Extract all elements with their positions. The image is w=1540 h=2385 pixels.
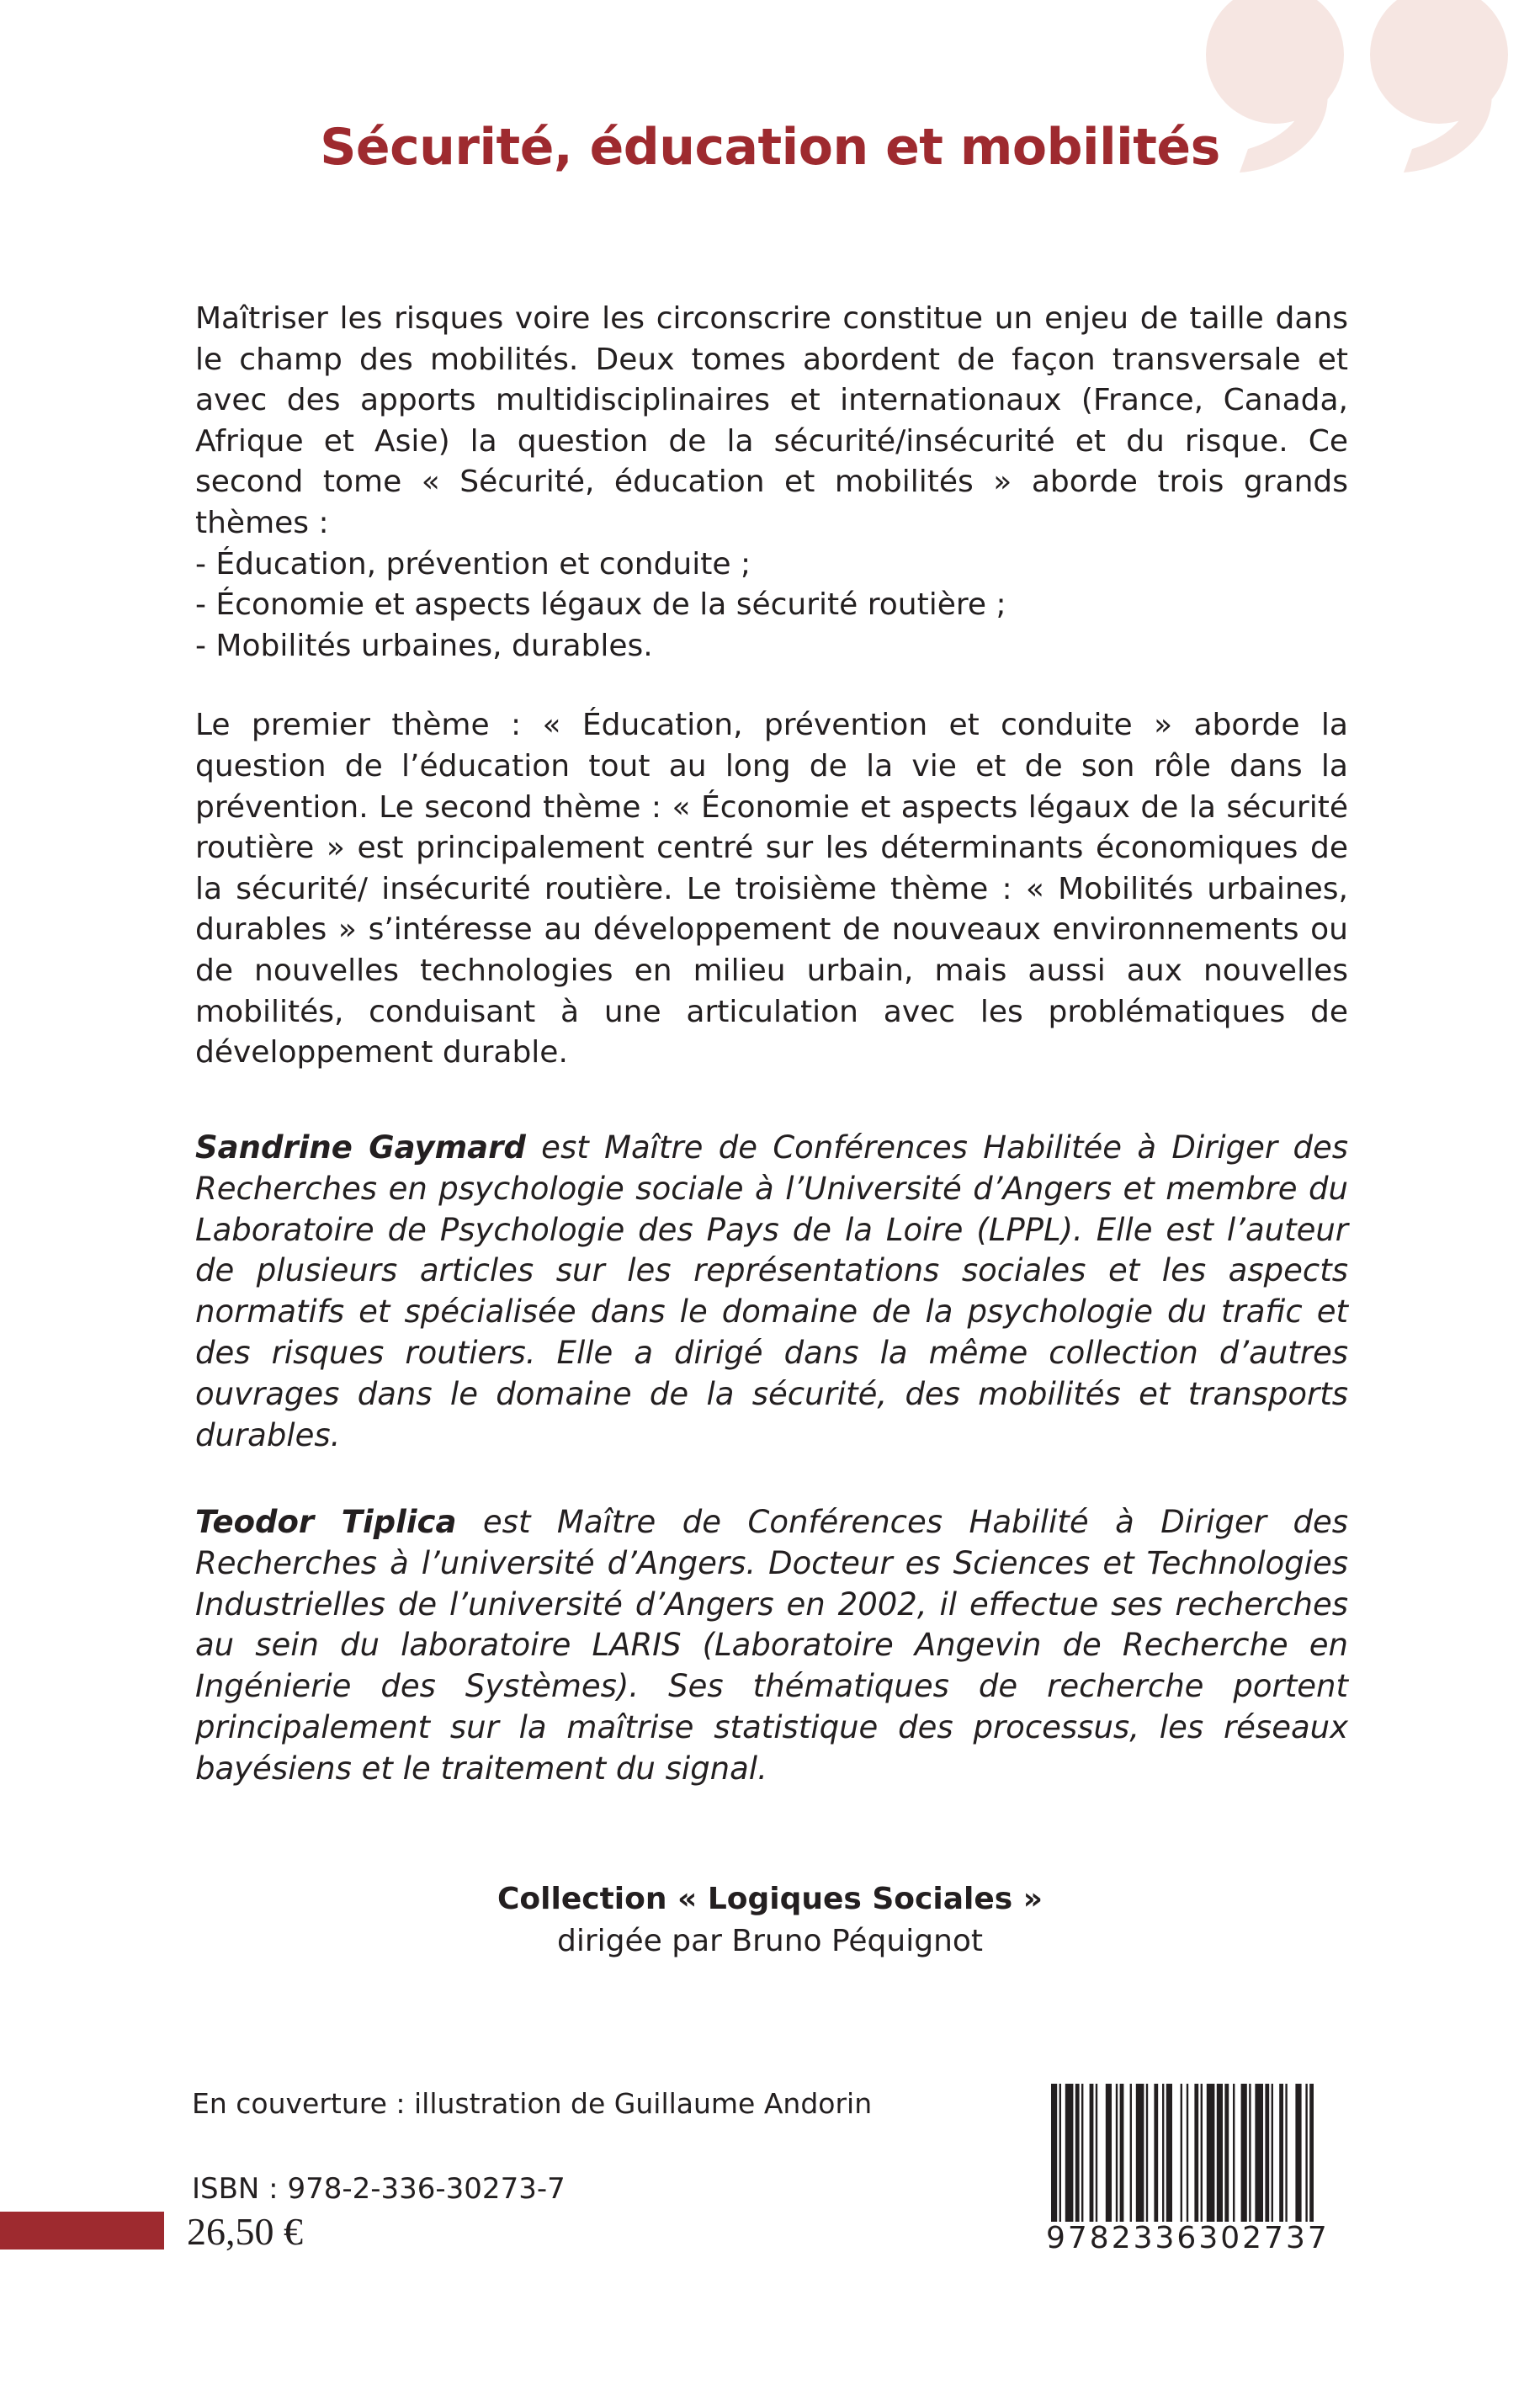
barcode-bar (1217, 2084, 1223, 2223)
barcode-bar (1154, 2084, 1158, 2223)
barcode-bar (1187, 2084, 1188, 2223)
collection-block (0, 1878, 1540, 1963)
barcode-bar (1207, 2084, 1215, 2223)
author-name: Sandrine Gaymard (195, 1129, 526, 1166)
barcode-bar (1181, 2084, 1182, 2223)
barcode-bar (1090, 2084, 1094, 2223)
cover-credit: En couverture : illustration de Guillaume Andorin (192, 2087, 873, 2120)
barcode-bar (1096, 2084, 1097, 2223)
collection-director: dirigée par Bruno Péquignot (556, 1924, 984, 1958)
collection-name: Collection « Logiques Sociales » (497, 1882, 1043, 1916)
author-bio-text: est Maître de Conférences Habilité à Diriger des Recherches à l’université d’Angers. Docteur es Sciences et Technologies Industrielles de l’université d’Angers en 2002, il effectue ses recherches au sein du laboratoire LARIS (Laboratoire Angevin de Recherche en Ingénierie des Systèmes). Ses thématiques de recherche portent principalement sur la maîtrise statistique des processus, les réseaux bayésiens et le traitement du signal. (195, 1504, 1348, 1787)
barcode-bar (1224, 2084, 1229, 2223)
barcode-bar (1249, 2084, 1251, 2223)
isbn: ISBN : 978-2-336-30273-7 (192, 2172, 566, 2206)
author-name: Teodor Tiplica (195, 1504, 457, 1540)
author-bio-gaymard (195, 1128, 1348, 1456)
barcode-bar (1279, 2084, 1283, 2223)
price: 26,50 € (187, 2210, 303, 2253)
barcode-bar (1081, 2084, 1083, 2223)
barcode-bar (1130, 2084, 1132, 2223)
blurb (195, 299, 1348, 1074)
barcode-bar (1272, 2084, 1273, 2223)
barcode-bar (1146, 2084, 1148, 2223)
barcode-bar (1120, 2084, 1124, 2223)
barcode-bar (1194, 2084, 1198, 2223)
theme-item: - Mobilités urbaines, durables. (195, 628, 653, 663)
barcode-bar (1265, 2084, 1269, 2223)
barcode-bar (1106, 2084, 1112, 2223)
barcode-bar (1201, 2084, 1203, 2223)
theme-item: - Éducation, prévention et conduite ; (195, 546, 751, 582)
barcode-bar (1162, 2084, 1164, 2223)
barcode-bar (1255, 2084, 1263, 2223)
book-title: Sécurité, éducation et mobilités (320, 118, 1220, 177)
barcode-bar (1166, 2084, 1172, 2223)
paragraph-gap (195, 667, 1348, 705)
barcode-bar (1305, 2084, 1307, 2223)
barcode-digits: 9782336302737 (1046, 2221, 1330, 2255)
barcode-bar (1295, 2084, 1301, 2223)
barcode-bar (1233, 2084, 1235, 2223)
theme-item: - Économie et aspects légaux de la sécurité routière ; (195, 587, 1006, 623)
blurb-intro-paragraph: Maîtriser les risques voire les circonscrire constitue un enjeu de taille dans le champ des mobilités. Deux tomes abordent de façon transversale et avec des apports multidisciplinaires et internationaux (France, Canada, Afrique et Asie) la question de la sécurité/insécurité et du risque. Ce second tome « Sécurité, éducation et mobilités » aborde trois grands thèmes : (195, 301, 1348, 540)
barcode-bar (1075, 2084, 1080, 2223)
author-bio-tiplica (195, 1502, 1348, 1790)
author-bio-text: est Maître de Conférences Habilitée à Diriger des Recherches en psychologie sociale à l’Université d’Angers et membre du Laboratoire de Psychologie des Pays de la Loire (LPPL). Elle est l’auteur de plusieurs articles sur les représentations sociales et les aspects normatifs et spécialisée dans le domaine de la psychologie du trafic et des risques routiers. Elle a dirigé dans la même collection d’autres ouvrages dans le domaine de la sécurité, des mobilités et transports durables. (195, 1129, 1348, 1453)
barcode-bar (1065, 2084, 1074, 2223)
price-accent-bar (0, 2212, 164, 2250)
barcode-bar (1309, 2084, 1314, 2223)
blurb-detail-paragraph: Le premier thème : « Éducation, prévention et conduite » aborde la question de l’éducation tout au long de la vie et de son rôle dans la prévention. Le second thème : « Économie et aspects légaux de la sécurité routière » est principalement centré sur les déterminants économiques de la sécurité/ insécurité routière. Le troisième thème : « Mobilités urbaines, durables » s’intéresse au développement de nouveaux environnements ou de nouvelles technologies en milieu urbain, mais aussi aux nouvelles mobilités, conduisant à une articulation avec les problématiques de développement durable. (195, 708, 1348, 1070)
barcode-bar (1136, 2084, 1144, 2223)
barcode-bar (1285, 2084, 1287, 2223)
barcode-bar (1116, 2084, 1118, 2223)
